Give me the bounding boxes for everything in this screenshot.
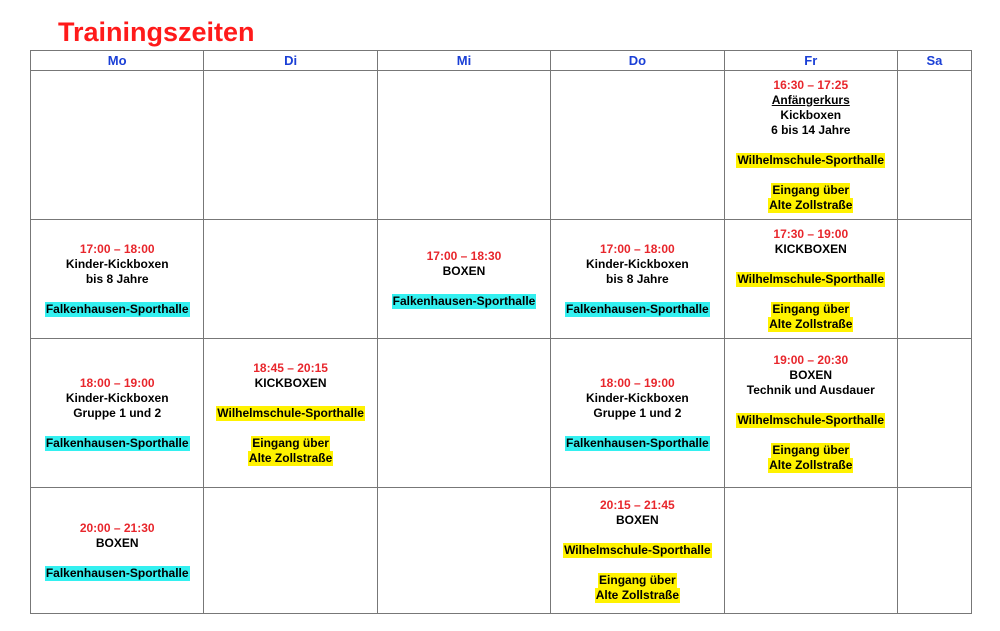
training-label: KICKBOXEN	[254, 375, 327, 390]
training-entry	[727, 227, 895, 332]
training-entry	[380, 249, 548, 309]
venue-label: Wilhelmschule-Sporthalle	[737, 152, 885, 167]
training-entry	[553, 242, 721, 317]
cell-sa	[897, 339, 971, 488]
training-label: Anfängerkurs	[771, 92, 850, 107]
schedule-row	[31, 339, 972, 488]
training-time: 18:45 – 20:15	[253, 360, 328, 375]
cell-do	[551, 488, 724, 614]
training-label: Gruppe 1 und 2	[593, 405, 682, 420]
venue-label: Falkenhausen-Sporthalle	[45, 435, 189, 450]
cell-sa	[897, 220, 971, 339]
cell-di	[204, 220, 377, 339]
training-label: KICKBOXEN	[774, 241, 847, 256]
training-label: Kinder-Kickboxen	[65, 390, 169, 405]
venue-label: Falkenhausen-Sporthalle	[566, 435, 709, 450]
venue-label: Falkenhausen-Sporthalle	[566, 301, 709, 316]
venue-label: Falkenhausen-Sporthalle	[45, 565, 189, 580]
training-time: 17:30 – 19:00	[773, 226, 849, 241]
cell-do	[551, 339, 724, 488]
venue-label: Wilhelmschule-Sporthalle	[564, 543, 711, 557]
training-time: 17:00 – 18:00	[600, 241, 675, 256]
day-header-fr: Fr	[724, 51, 897, 71]
training-time: 18:00 – 19:00	[600, 375, 675, 390]
training-time: 20:00 – 21:30	[79, 520, 155, 535]
entrance-note: Eingang über	[599, 573, 676, 587]
training-entry	[553, 376, 721, 451]
day-header-row	[31, 51, 972, 71]
training-label: Technik und Ausdauer	[746, 383, 875, 397]
day-header-mi: Mi	[377, 51, 550, 71]
cell-fr	[724, 71, 897, 220]
day-header-di: Di	[204, 51, 377, 71]
training-entry	[33, 521, 201, 581]
training-entry	[206, 361, 374, 466]
training-time: 17:00 – 18:30	[426, 249, 502, 263]
cell-mo	[31, 488, 204, 614]
schedule-row	[31, 220, 972, 339]
schedule-row	[31, 71, 972, 220]
venue-label: Falkenhausen-Sporthalle	[45, 301, 189, 316]
training-entry	[727, 78, 895, 213]
entrance-note: Alte Zollstraße	[248, 450, 333, 465]
training-entry	[727, 353, 895, 473]
cell-do	[551, 220, 724, 339]
training-label: Kinder-Kickboxen	[65, 256, 169, 271]
training-label: Kinder-Kickboxen	[586, 256, 689, 271]
training-label: bis 8 Jahre	[85, 271, 149, 286]
cell-mo	[31, 220, 204, 339]
cell-fr	[724, 339, 897, 488]
training-label: BOXEN	[442, 264, 486, 278]
cell-mi	[377, 339, 550, 488]
training-entry	[33, 242, 201, 317]
training-time: 19:00 – 20:30	[773, 353, 849, 367]
training-label: Gruppe 1 und 2	[73, 405, 162, 420]
training-schedule-table	[30, 50, 972, 614]
entrance-note: Eingang über	[772, 443, 850, 457]
training-entry	[553, 498, 721, 603]
venue-label: Falkenhausen-Sporthalle	[392, 294, 536, 308]
entrance-note: Eingang über	[772, 301, 850, 316]
training-label: BOXEN	[95, 535, 139, 550]
entrance-note: Alte Zollstraße	[769, 458, 853, 472]
day-header-sa: Sa	[897, 51, 971, 71]
page-title: Trainingszeiten	[58, 17, 255, 47]
cell-do	[551, 71, 724, 220]
cell-mo	[31, 71, 204, 220]
cell-mi	[377, 220, 550, 339]
cell-sa	[897, 488, 971, 614]
venue-label: Wilhelmschule-Sporthalle	[217, 405, 364, 420]
training-label: 6 bis 14 Jahre	[771, 122, 851, 137]
cell-mi	[377, 71, 550, 220]
training-time: 20:15 – 21:45	[600, 498, 675, 512]
entrance-note: Alte Zollstraße	[769, 197, 853, 212]
training-entry	[33, 376, 201, 451]
training-time: 17:00 – 18:00	[79, 241, 155, 256]
training-label: BOXEN	[616, 513, 659, 527]
training-time: 18:00 – 19:00	[79, 375, 155, 390]
cell-fr	[724, 488, 897, 614]
training-label: bis 8 Jahre	[606, 271, 669, 286]
entrance-note: Eingang über	[252, 435, 329, 450]
cell-mo	[31, 339, 204, 488]
entrance-note: Alte Zollstraße	[769, 316, 853, 331]
cell-mi	[377, 488, 550, 614]
training-label: Kickboxen	[780, 107, 842, 122]
day-header-do: Do	[551, 51, 724, 71]
entrance-note: Alte Zollstraße	[595, 588, 680, 602]
schedule-row	[31, 488, 972, 614]
cell-di	[204, 488, 377, 614]
venue-label: Wilhelmschule-Sporthalle	[737, 271, 885, 286]
cell-di	[204, 71, 377, 220]
training-label: BOXEN	[789, 368, 833, 382]
cell-sa	[897, 71, 971, 220]
training-label: Kinder-Kickboxen	[586, 390, 689, 405]
cell-fr	[724, 220, 897, 339]
training-time: 16:30 – 17:25	[773, 77, 849, 92]
entrance-note: Eingang über	[772, 182, 850, 197]
day-header-mo: Mo	[31, 51, 204, 71]
venue-label: Wilhelmschule-Sporthalle	[737, 413, 885, 427]
cell-di	[204, 339, 377, 488]
